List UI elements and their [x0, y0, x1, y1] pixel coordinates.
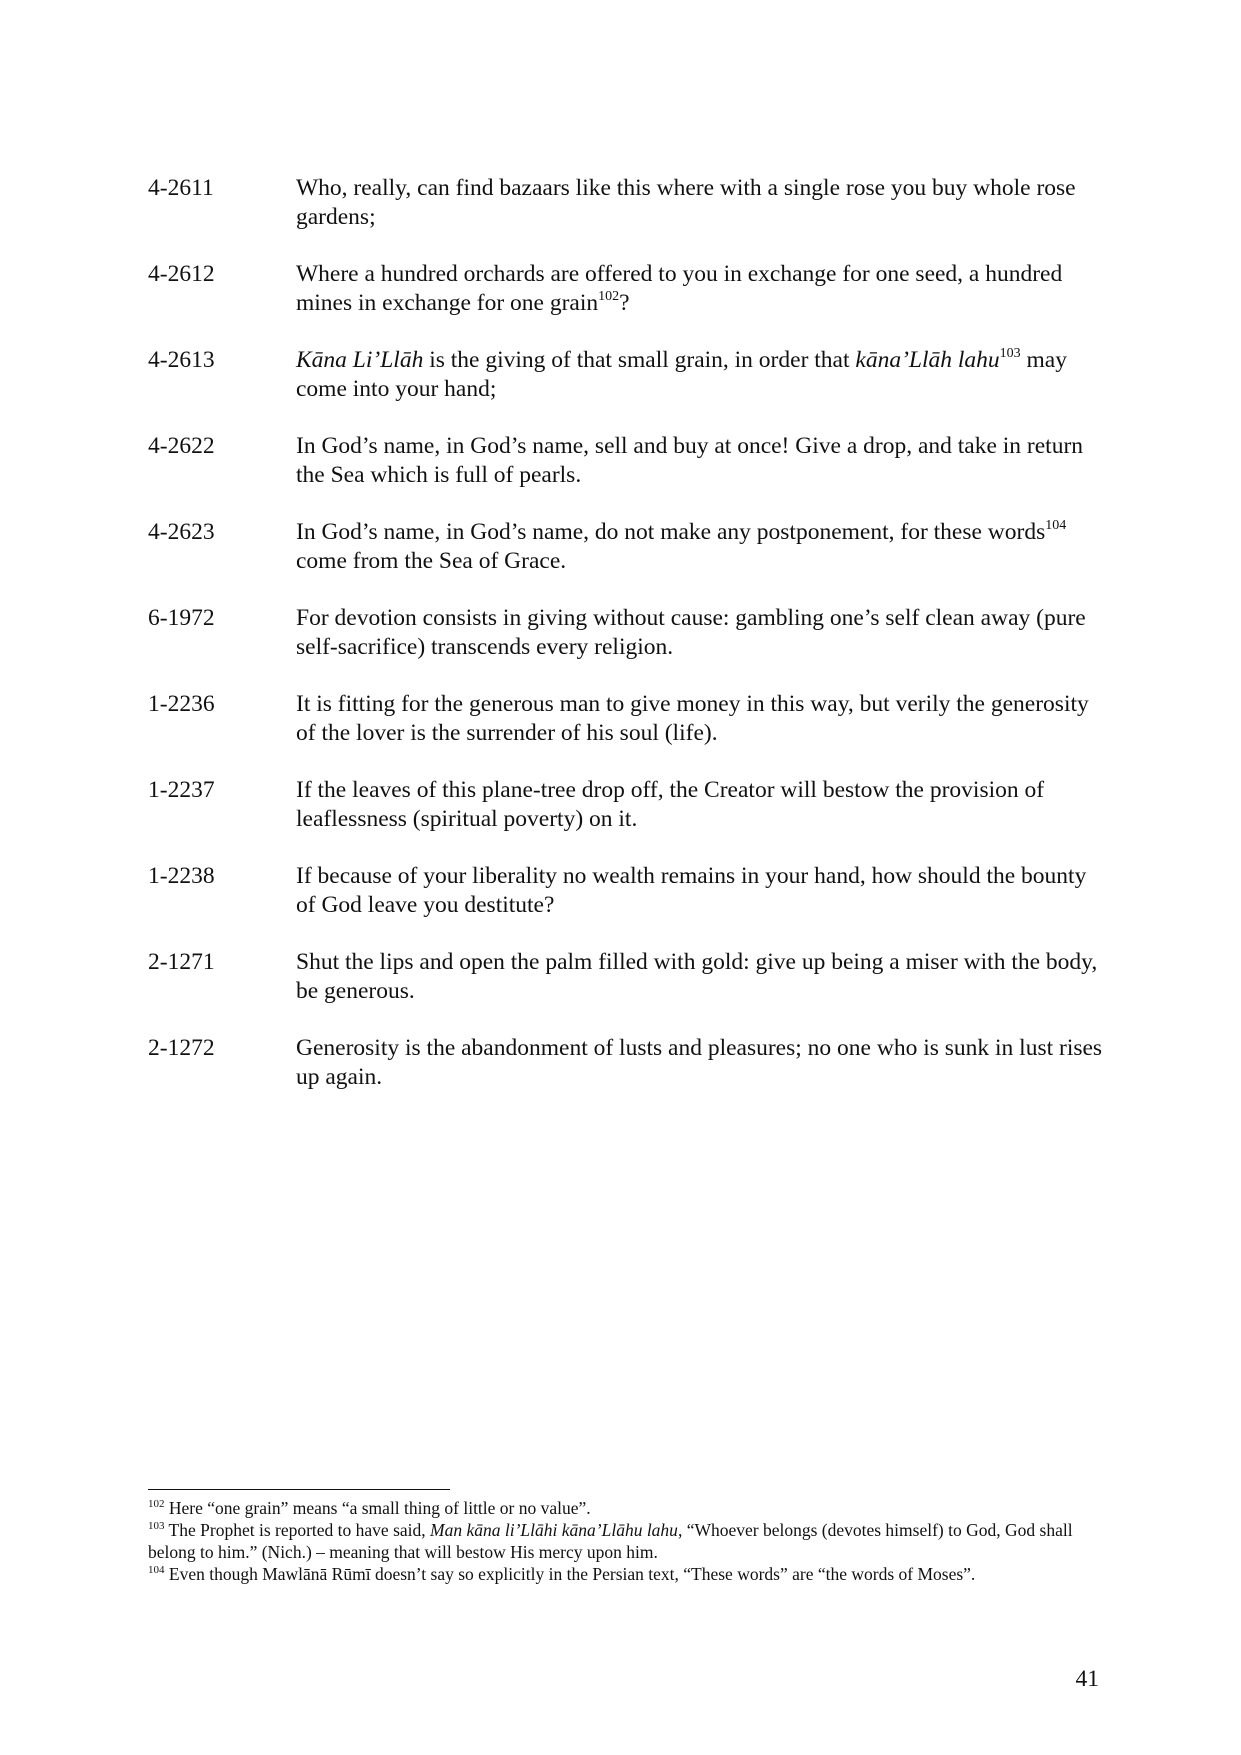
verse-text	[296, 346, 1103, 404]
verse-row	[148, 518, 1103, 576]
footnote-number: 102	[148, 1498, 165, 1510]
verse-row	[148, 432, 1103, 490]
verse-text: Generosity is the abandonment of lusts and pleasures; no one who is sunk in lust rises up again.	[296, 1035, 1103, 1090]
verse-number: 4-2613	[148, 347, 215, 373]
verse-number: 4-2611	[148, 175, 214, 201]
footnote-divider	[148, 1489, 450, 1490]
footnote-number: 103	[148, 1520, 165, 1532]
verse-text-part: is the giving of that small grain, in order that	[423, 347, 856, 373]
footnote-ref[interactable]: 102	[598, 289, 620, 304]
verse-number: 4-2623	[148, 519, 215, 545]
verse-number: 2-1271	[148, 949, 215, 975]
footnote-ref[interactable]: 104	[1045, 518, 1067, 533]
verse-number: 1-2238	[148, 863, 215, 889]
verse-text-part: may come into your hand;	[296, 347, 1067, 402]
verse-text: For devotion consists in giving without cause: gambling one’s self clean away (pure self-sacrifice) transcends every religion.	[296, 605, 1086, 660]
verse-text-italic: kāna’Llāh lahu	[855, 347, 1000, 373]
verse-number: 2-1272	[148, 1035, 215, 1061]
footnote-number: 104	[148, 1564, 165, 1576]
verse-number: 6-1972	[148, 605, 215, 631]
verse-row	[148, 174, 1103, 232]
verse-row	[148, 948, 1103, 1006]
footnotes	[148, 1497, 1103, 1585]
footnote	[148, 1519, 1103, 1563]
verse-text: In God’s name, in God’s name, sell and buy at once! Give a drop, and take in return the Sea which is full of pearls.	[296, 433, 1084, 488]
verse-row	[148, 346, 1103, 404]
footnote	[148, 1497, 1103, 1519]
verse-row	[148, 604, 1103, 662]
verse-row	[148, 690, 1103, 748]
verse-number: 4-2622	[148, 433, 215, 459]
verse-text: Who, really, can find bazaars like this where with a single rose you buy whole rose gardens;	[296, 175, 1076, 230]
verse-row	[148, 1034, 1103, 1092]
verse-text-italic: Kāna Li’Llāh	[296, 347, 424, 373]
verse-text	[296, 518, 1103, 576]
footnote-text: Even though Mawlānā Rūmī doesn’t say so explicitly in the Persian text, “These words” are “the words of Moses”.	[164, 1564, 976, 1584]
footnote-text: Here “one grain” means “a small thing of little or no value”.	[164, 1498, 591, 1518]
verse-text-part: In God’s name, in God’s name, do not make any postponement, for these words	[296, 519, 1046, 545]
verse-text: It is fitting for the generous man to give money in this way, but verily the generosity of the lover is the surrender of his soul (life).	[296, 691, 1089, 746]
verse-text-part: ?	[619, 290, 630, 316]
verse-row	[148, 260, 1103, 318]
footnote-text-italic: Man kāna li’Llāhi kāna’Llāhu lahu	[430, 1520, 678, 1540]
verse-text: Shut the lips and open the palm filled with gold: give up being a miser with the body, be generous.	[296, 949, 1098, 1004]
verse-text: If because of your liberality no wealth remains in your hand, how should the bounty of God leave you destitute?	[296, 863, 1087, 918]
verse-text	[296, 260, 1103, 318]
footnote-text: , “Whoever belongs (devotes himself) to God, God shall belong to him.” (Nich.) – meaning that will bestow His mercy upon him.	[148, 1520, 1073, 1562]
footnote-ref[interactable]: 103	[999, 346, 1021, 361]
verse-text-part: Where a hundred orchards are offered to you in exchange for one seed, a hundred mines in exchange for one grain	[296, 261, 1063, 316]
verse-text: If the leaves of this plane-tree drop off, the Creator will bestow the provision of leaflessness (spiritual poverty) on it.	[296, 777, 1045, 832]
verse-text-part: come from the Sea of Grace.	[296, 548, 567, 574]
footnote	[148, 1563, 1103, 1585]
footnote-text: The Prophet is reported to have said,	[164, 1520, 431, 1540]
verse-list	[148, 174, 1103, 1120]
verse-number: 1-2237	[148, 777, 215, 803]
page-number: 41	[1075, 1666, 1099, 1692]
verse-number: 1-2236	[148, 691, 215, 717]
verse-row	[148, 862, 1103, 920]
verse-row	[148, 776, 1103, 834]
verse-number: 4-2612	[148, 261, 215, 287]
